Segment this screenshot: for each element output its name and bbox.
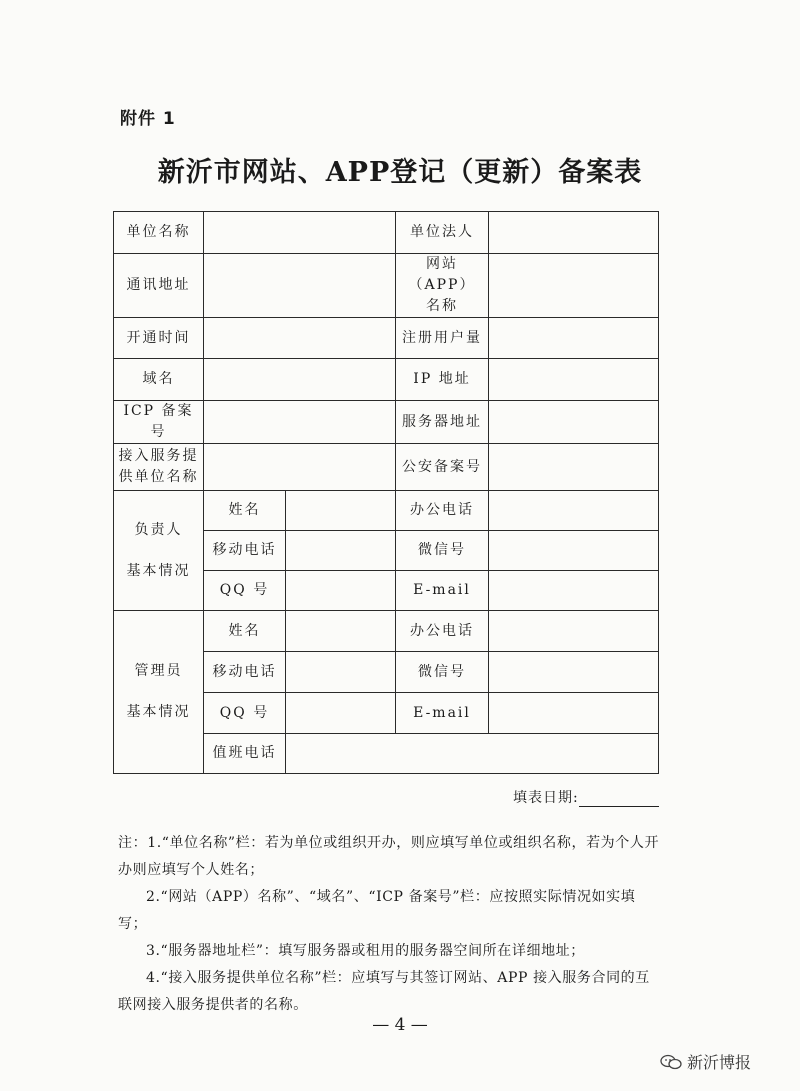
access-provider-field[interactable] xyxy=(204,444,396,491)
table-row xyxy=(114,444,659,491)
icp-field[interactable] xyxy=(204,401,396,444)
police-no-field[interactable] xyxy=(489,444,659,491)
admin-name-field[interactable] xyxy=(286,611,396,652)
reg-users-label: 注册用户量 xyxy=(396,318,489,359)
unit-name-label: 单位名称 xyxy=(114,212,204,254)
owner-email-label: E-mail xyxy=(396,571,489,611)
address-label: 通讯地址 xyxy=(114,254,204,318)
owner-mobile-label: 移动电话 xyxy=(204,531,286,571)
fill-date-label: 填表日期: xyxy=(513,790,579,806)
admin-wechat-label: 微信号 xyxy=(396,652,489,693)
page-title: 新沂市网站、APP登记（更新）备案表 xyxy=(157,157,643,188)
note-item: 3.“服务器地址栏”：填写服务器或租用的服务器空间所在详细地址； xyxy=(146,943,585,959)
legal-rep-field[interactable] xyxy=(489,212,659,254)
reg-users-field[interactable] xyxy=(489,318,659,359)
owner-mobile-field[interactable] xyxy=(286,531,396,571)
admin-wechat-field[interactable] xyxy=(489,652,659,693)
admin-label-line2: 基本情况 xyxy=(126,704,191,720)
owner-name-label: 姓名 xyxy=(204,491,286,531)
table-row xyxy=(114,401,659,444)
note-item: 注：1.“单位名称”栏：若为单位或组织开办，则应填写单位或组织名称，若为个人开办则应填写个人姓名； xyxy=(118,835,660,878)
site-name-label-line2: 名称 xyxy=(426,298,458,314)
access-provider-label xyxy=(114,444,204,491)
table-row xyxy=(114,254,659,318)
registration-form-table xyxy=(113,211,659,774)
table-row xyxy=(114,318,659,359)
page-number: — 4 — xyxy=(372,1015,428,1035)
owner-qq-field[interactable] xyxy=(286,571,396,611)
owner-office-phone-field[interactable] xyxy=(489,491,659,531)
icp-label: ICP 备案号 xyxy=(114,401,204,444)
owner-label-line2: 基本情况 xyxy=(126,562,191,579)
open-time-field[interactable] xyxy=(204,318,396,359)
admin-email-field[interactable] xyxy=(489,693,659,734)
unit-name-field[interactable] xyxy=(204,212,396,254)
domain-field[interactable] xyxy=(204,359,396,401)
owner-qq-label: QQ 号 xyxy=(204,571,286,611)
site-name-label-line1: 网站（APP） xyxy=(408,256,476,293)
admin-name-label: 姓名 xyxy=(204,611,286,652)
ip-label: IP 地址 xyxy=(396,359,489,401)
site-name-label xyxy=(396,254,489,318)
wechat-icon xyxy=(660,1054,682,1070)
notes-section xyxy=(118,830,663,1019)
owner-wechat-field[interactable] xyxy=(489,531,659,571)
watermark-text: 新沂博报 xyxy=(687,1053,752,1072)
table-row xyxy=(114,359,659,401)
admin-mobile-field[interactable] xyxy=(286,652,396,693)
admin-duty-phone-label: 值班电话 xyxy=(204,734,286,774)
server-addr-label: 服务器地址 xyxy=(396,401,489,444)
admin-office-phone-label: 办公电话 xyxy=(396,611,489,652)
access-provider-label-line1: 接入服务提 xyxy=(118,448,199,464)
owner-office-phone-label: 办公电话 xyxy=(396,491,489,531)
admin-office-phone-field[interactable] xyxy=(489,611,659,652)
admin-section-label xyxy=(114,611,204,774)
admin-mobile-label: 移动电话 xyxy=(204,652,286,693)
ip-field[interactable] xyxy=(489,359,659,401)
fill-date-field[interactable] xyxy=(579,792,659,807)
address-field[interactable] xyxy=(204,254,396,318)
admin-duty-phone-field[interactable] xyxy=(286,734,659,774)
owner-wechat-label: 微信号 xyxy=(396,531,489,571)
watermark xyxy=(660,1050,751,1073)
admin-email-label: E-mail xyxy=(396,693,489,734)
owner-name-field[interactable] xyxy=(286,491,396,531)
server-addr-field[interactable] xyxy=(489,401,659,444)
owner-label-line1: 负责人 xyxy=(134,521,183,538)
table-row xyxy=(114,212,659,254)
table-row xyxy=(114,491,659,531)
domain-label: 域名 xyxy=(114,359,204,401)
admin-qq-label: QQ 号 xyxy=(204,693,286,734)
note-item: 4.“接入服务提供单位名称”栏：应填写与其签订网站、APP 接入服务合同的互联网接入服务提供者的名称。 xyxy=(118,970,650,1013)
owner-email-field[interactable] xyxy=(489,571,659,611)
open-time-label: 开通时间 xyxy=(114,318,204,359)
police-no-label: 公安备案号 xyxy=(396,444,489,491)
annex-label: 附件 1 xyxy=(120,109,176,129)
legal-rep-label: 单位法人 xyxy=(396,212,489,254)
site-name-field[interactable] xyxy=(489,254,659,318)
admin-label-line1: 管理员 xyxy=(134,663,183,679)
access-provider-label-line2: 供单位名称 xyxy=(118,469,199,485)
note-item: 2.“网站（APP）名称”、“域名”、“ICP 备案号”栏：应按照实际情况如实填写； xyxy=(118,889,636,932)
owner-section-label xyxy=(114,491,204,611)
table-row xyxy=(114,611,659,652)
fill-date xyxy=(513,787,659,807)
admin-qq-field[interactable] xyxy=(286,693,396,734)
